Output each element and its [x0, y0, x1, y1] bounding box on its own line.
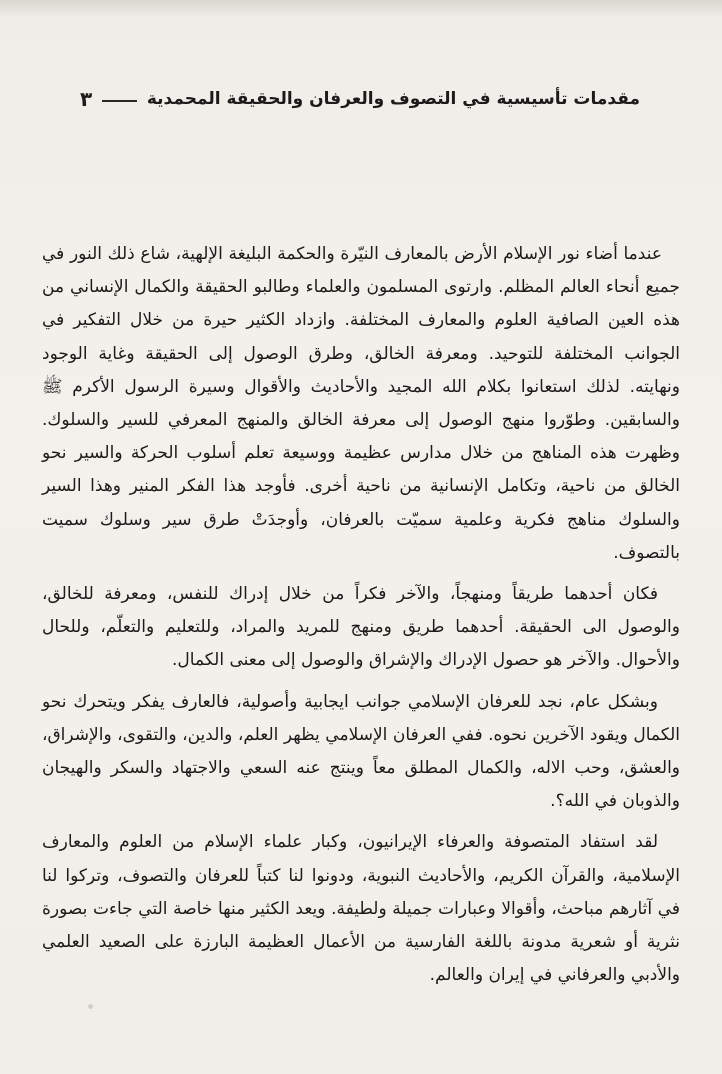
- header-title: مقدمات تأسيسية في التصوف والعرفان والحقيقة المحمدية: [146, 89, 640, 109]
- scan-speck: [88, 1004, 93, 1009]
- paragraph-4: لقد استفاد المتصوفة والعرفاء الإيرانيون، وكبار علماء الإسلام من العلوم والمعارف الإسلامية، والقرآن الكريم، والأحاديث النبوية، ودونوا لنا كتباً للعرفان والتصوف، وتركوا لنا في آثارهم مباحث، وأقوالا وعبارات جميلة ولطيفة. ويعد الكثير منها خاصة التي جاءت بصورة نثرية أو شعرية مدونة باللغة الفارسية من الأعمال العظيمة البارزة على الصعيد العلمي والأدبي والعرفاني في إيران والعالم.: [42, 832, 680, 986]
- body-text: [42, 238, 680, 1000]
- page-top-shadow: [0, 0, 722, 18]
- page-number: ٣: [80, 87, 93, 111]
- paragraph-3: وبشكل عام، نجد للعرفان الإسلامي جوانب ايجابية وأصولية، فالعارف يفكر ويتحرك نحو الكمال ويقود الآخرين نحوه. ففي العرفان الإسلامي يظهر العلم، والدين، والتقوى، والإشراق، والعشق، وحب الاله، والكمال المطلق معاً وينتج عنه السعي والاجتهاد والسكر والهيجان والذوبان في الله؟.: [42, 691, 680, 812]
- scan-speck: [452, 942, 455, 945]
- paragraph-1: عندما أضاء نور الإسلام الأرض بالمعارف النيّرة والحكمة البليغة الإلهية، شاع ذلك النور في جميع أنحاء العالم المظلم. وارتوى المسلمون والعلماء وطالبو الحقيقة والكمال الإنساني من هذه العين الصافية العلوم والمعارف المختلفة. وازداد الكثير حيرة من خلال التفكير في الجوانب المختلفة للتوحيد. ومعرفة الخالق، وطرق الوصول إلى الحقيقة وغاية الوجود ونهايته. لذلك استعانوا بكلام الله المجيد والأحاديث والأقوال وسيرة الرسول الأكرم ﷺ والسابقين. وطوّروا منهج الوصول إلى معرفة الخالق والمنهج المعرفي للسير والسلوك. وظهرت هذه المناهج من خلال مدارس عظيمة ووسيعة تعلم أسلوب الحركة والسير نحو الخالق من ناحية، وتكامل الإنسانية من ناحية أخرى. فأوجد هذا الفكر المنير وهذا السير والسلوك مناهج فكرية وعلمية سميّت بالعرفان، وأوجدَتْ طرق سير وسلوك سميت بالتصوف.: [42, 244, 680, 563]
- paragraph-2: فكان أحدهما طريقاً ومنهجاً، والآخر فكراً من خلال إدراك للنفس، ومعرفة للخالق، والوصول الى الحقيقة. أحدهما طريق ومنهج للمريد والمراد، وللتعليم والتعلّم، وللحال والأحوال. والآخر هو حصول الإدراك والإشراق والوصول إلى معنى الكمال.: [42, 584, 680, 671]
- running-header: [80, 84, 640, 114]
- header-rule: [102, 100, 137, 102]
